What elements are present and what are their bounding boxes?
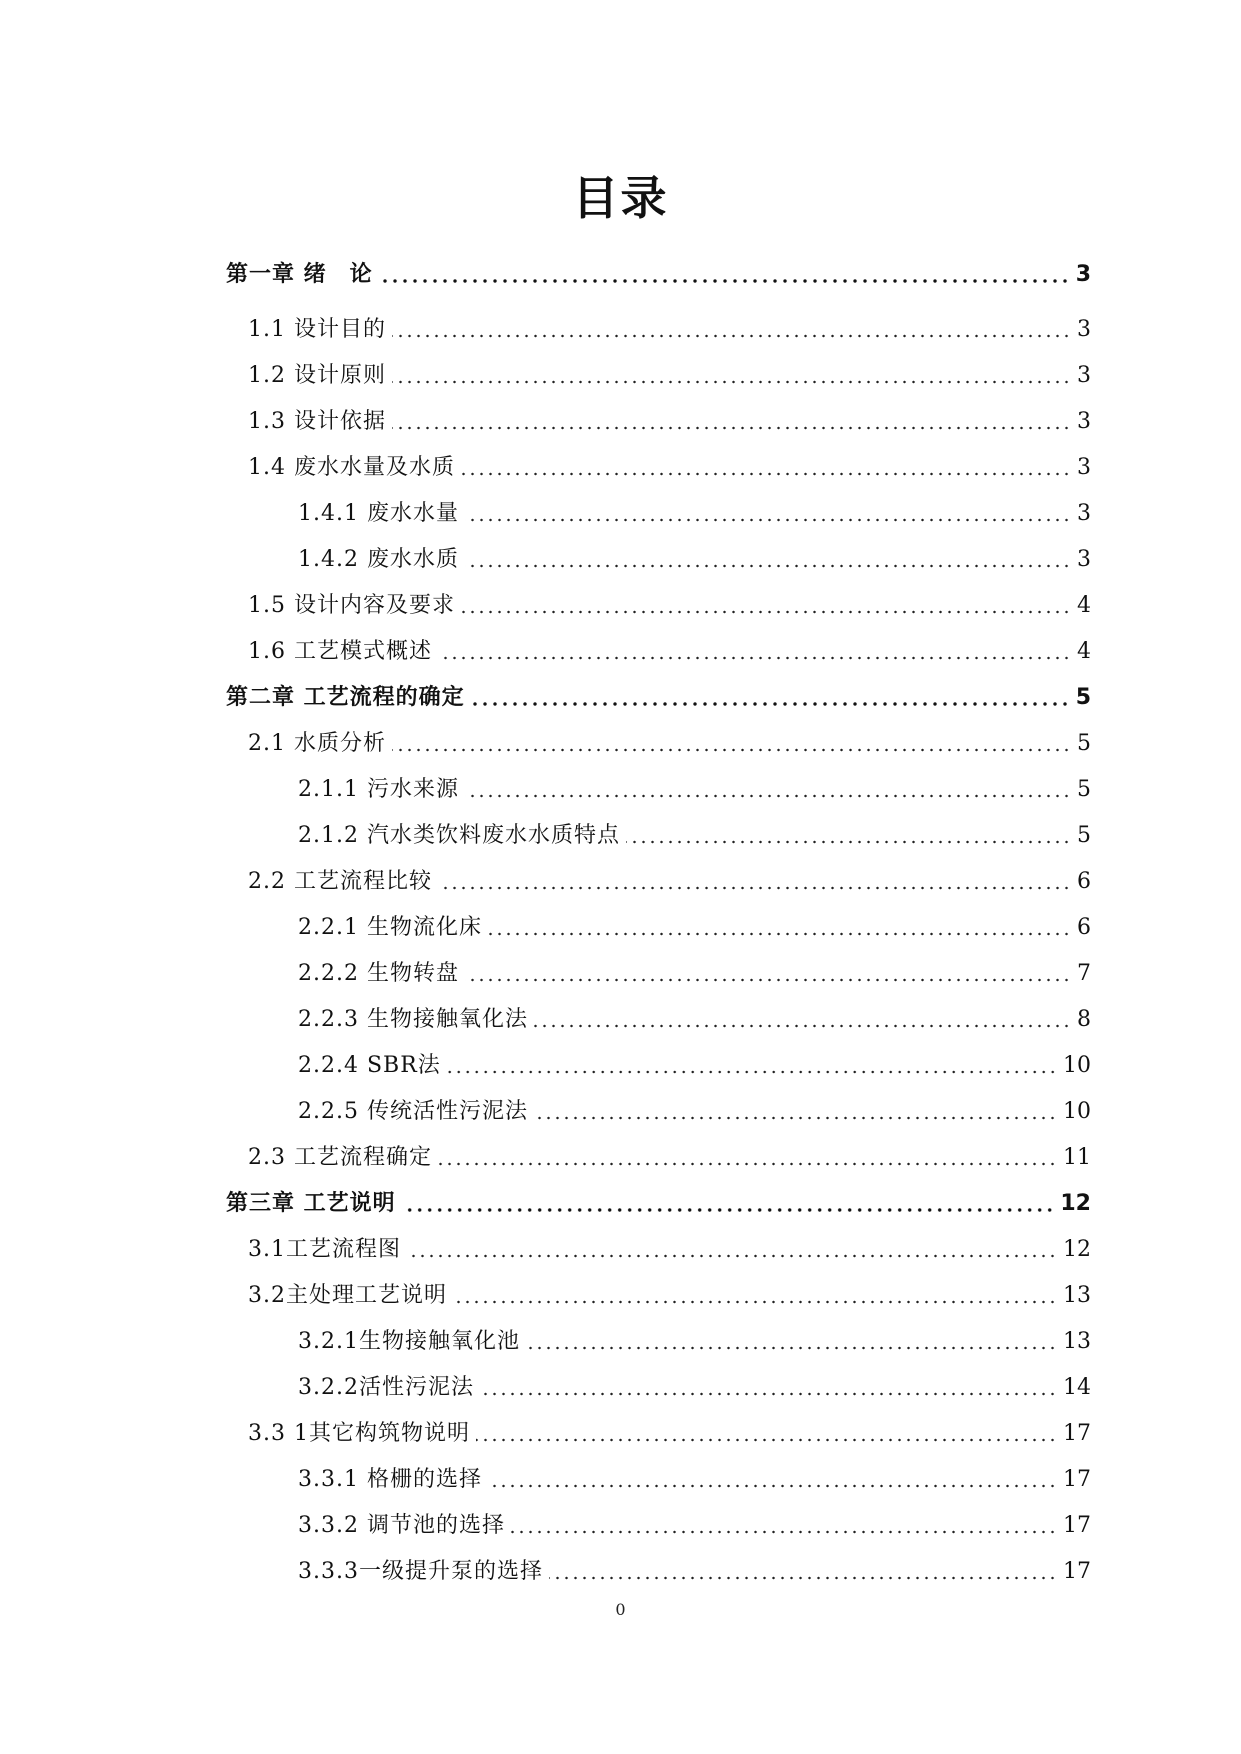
toc-entry-1-4-1[interactable] [298,496,1091,532]
dot-leader [438,1162,1057,1166]
toc-entry-2-2-3[interactable] [298,1002,1091,1038]
dot-leader [526,1346,1057,1350]
dot-leader [626,840,1071,844]
toc-entry-page: 3 [1077,317,1091,342]
toc-entry-label: 1.5 设计内容及要求 [248,593,455,618]
dot-leader [480,1392,1057,1396]
toc-entry-label: 2.1.1 污水来源 [298,777,459,802]
toc-entry-3-2-1[interactable] [298,1324,1091,1360]
toc-entry-label: 2.2.1 生物流化床 [298,915,482,940]
toc-entry-label: 2.2.2 生物转盘 [298,961,459,986]
toc-entry-label: 1.4.2 废水水质 [298,547,459,572]
dot-leader [465,518,1071,522]
toc-entry-page: 3 [1077,547,1091,572]
dot-leader [447,1070,1057,1074]
toc-entry-3-1[interactable] [248,1232,1091,1268]
toc-entry-3-3-1[interactable] [298,1462,1091,1498]
dot-leader [407,1254,1057,1258]
toc-entry-label: 1.1 设计目的 [248,317,386,342]
dot-leader [392,334,1071,338]
toc-entry-label: 3.3.1 格栅的选择 [298,1467,482,1492]
dot-leader [476,1438,1057,1442]
toc-entry-label: 2.3 工艺流程确定 [248,1145,432,1170]
toc-entry-3-2[interactable] [248,1278,1091,1314]
dot-leader [392,748,1071,752]
toc-entry-2-2-1[interactable] [298,910,1091,946]
toc-entry-label: 3.1工艺流程图 [248,1237,401,1262]
toc-entry-page: 14 [1063,1375,1091,1400]
dot-leader [438,656,1071,660]
toc-entry-label: 3.3.2 调节池的选择 [298,1513,505,1538]
toc-entry-page: 8 [1077,1007,1091,1032]
toc-entry-page: 17 [1063,1421,1091,1446]
toc-entry-2-2-4[interactable] [298,1048,1091,1084]
dot-leader [471,702,1070,706]
toc-entry-page: 17 [1063,1559,1091,1584]
toc-entry-page: 17 [1063,1467,1091,1492]
page-number: 0 [615,1600,626,1619]
toc-entry-label: 2.2.4 SBR法 [298,1053,441,1078]
toc-entry-3-3-3[interactable] [298,1554,1091,1590]
toc-entry-2-1-2[interactable] [298,818,1091,854]
toc-entry-2-3[interactable] [248,1140,1091,1176]
toc-entry-label: 2.1 水质分析 [248,731,386,756]
toc-entry-page: 13 [1063,1283,1091,1308]
dot-leader [549,1576,1057,1580]
toc-entry-page: 3 [1077,409,1091,434]
toc-entry-label: 1.4.1 废水水量 [298,501,459,526]
dot-leader [534,1024,1071,1028]
toc-entry-page: 10 [1063,1099,1091,1124]
page-title: 目录 [572,171,669,225]
toc-entry-page: 7 [1077,961,1091,986]
toc-entry-label: 2.2.3 生物接触氧化法 [298,1007,528,1032]
toc-entry-1-1[interactable] [248,312,1091,348]
toc-entry-1-5[interactable] [248,588,1091,624]
toc-entry-chapter-1[interactable] [226,257,1091,293]
toc-entry-label: 第二章 工艺流程的确定 [226,685,465,710]
toc-entry-2-2-2[interactable] [298,956,1091,992]
toc-entry-page: 5 [1077,731,1091,756]
toc-entry-label: 3.3 1其它构筑物说明 [248,1421,470,1446]
toc-entry-label: 第一章 绪 论 [226,262,373,287]
toc-entry-label: 2.1.2 汽水类饮料废水水质特点 [298,823,620,848]
dot-leader [461,610,1071,614]
toc-entry-chapter-3[interactable] [226,1186,1091,1222]
dot-leader [488,932,1071,936]
dot-leader [453,1300,1057,1304]
toc-entry-page: 11 [1063,1145,1091,1170]
toc-entry-page: 10 [1063,1053,1091,1078]
toc-entry-1-4[interactable] [248,450,1091,486]
toc-entry-page: 3 [1077,501,1091,526]
toc-entry-2-2-5[interactable] [298,1094,1091,1130]
toc-entry-2-1-1[interactable] [298,772,1091,808]
toc-entry-page: 13 [1063,1329,1091,1354]
toc-entry-page: 5 [1077,823,1091,848]
toc-entry-page: 5 [1077,777,1091,802]
toc-entry-page: 17 [1063,1513,1091,1538]
toc-entry-2-2[interactable] [248,864,1091,900]
toc-entry-1-2[interactable] [248,358,1091,394]
toc-entry-label: 2.2.5 传统活性污泥法 [298,1099,528,1124]
dot-leader [465,978,1071,982]
dot-leader [461,472,1071,476]
toc-entry-page: 12 [1063,1237,1091,1262]
toc-entry-label: 1.4 废水水量及水质 [248,455,455,480]
dot-leader [402,1208,1055,1212]
toc-entry-page: 3 [1077,455,1091,480]
dot-leader [392,380,1071,384]
toc-entry-label: 3.2主处理工艺说明 [248,1283,447,1308]
toc-entry-label: 3.2.2活性污泥法 [298,1375,474,1400]
toc-entry-page: 4 [1077,639,1091,664]
dot-leader [534,1116,1057,1120]
toc-entry-1-6[interactable] [248,634,1091,670]
toc-entry-label: 1.2 设计原则 [248,363,386,388]
toc-entry-1-3[interactable] [248,404,1091,440]
toc-entry-page: 3 [1075,262,1091,287]
toc-entry-page: 6 [1077,915,1091,940]
toc-entry-1-4-2[interactable] [298,542,1091,578]
toc-entry-2-1[interactable] [248,726,1091,762]
toc-entry-label: 2.2 工艺流程比较 [248,869,432,894]
toc-entry-page: 4 [1077,593,1091,618]
toc-entry-3-3[interactable] [248,1416,1091,1452]
toc-entry-3-2-2[interactable] [298,1370,1091,1406]
toc-entry-page: 3 [1077,363,1091,388]
toc-entry-label: 3.2.1生物接触氧化池 [298,1329,520,1354]
toc-entry-label: 1.3 设计依据 [248,409,386,434]
toc-entry-3-3-2[interactable] [298,1508,1091,1544]
toc-entry-page: 5 [1075,685,1091,710]
dot-leader [465,794,1071,798]
toc-entry-page: 6 [1077,869,1091,894]
toc-entry-label: 1.6 工艺模式概述 [248,639,432,664]
toc-entry-chapter-2[interactable] [226,680,1091,716]
dot-leader [511,1530,1057,1534]
toc-entry-page: 12 [1060,1191,1091,1216]
dot-leader [379,279,1070,283]
dot-leader [392,426,1071,430]
dot-leader [488,1484,1057,1488]
dot-leader [465,564,1071,568]
toc-entry-label: 3.3.3一级提升泵的选择 [298,1559,543,1584]
dot-leader [438,886,1071,890]
toc-entry-label: 第三章 工艺说明 [226,1191,396,1216]
